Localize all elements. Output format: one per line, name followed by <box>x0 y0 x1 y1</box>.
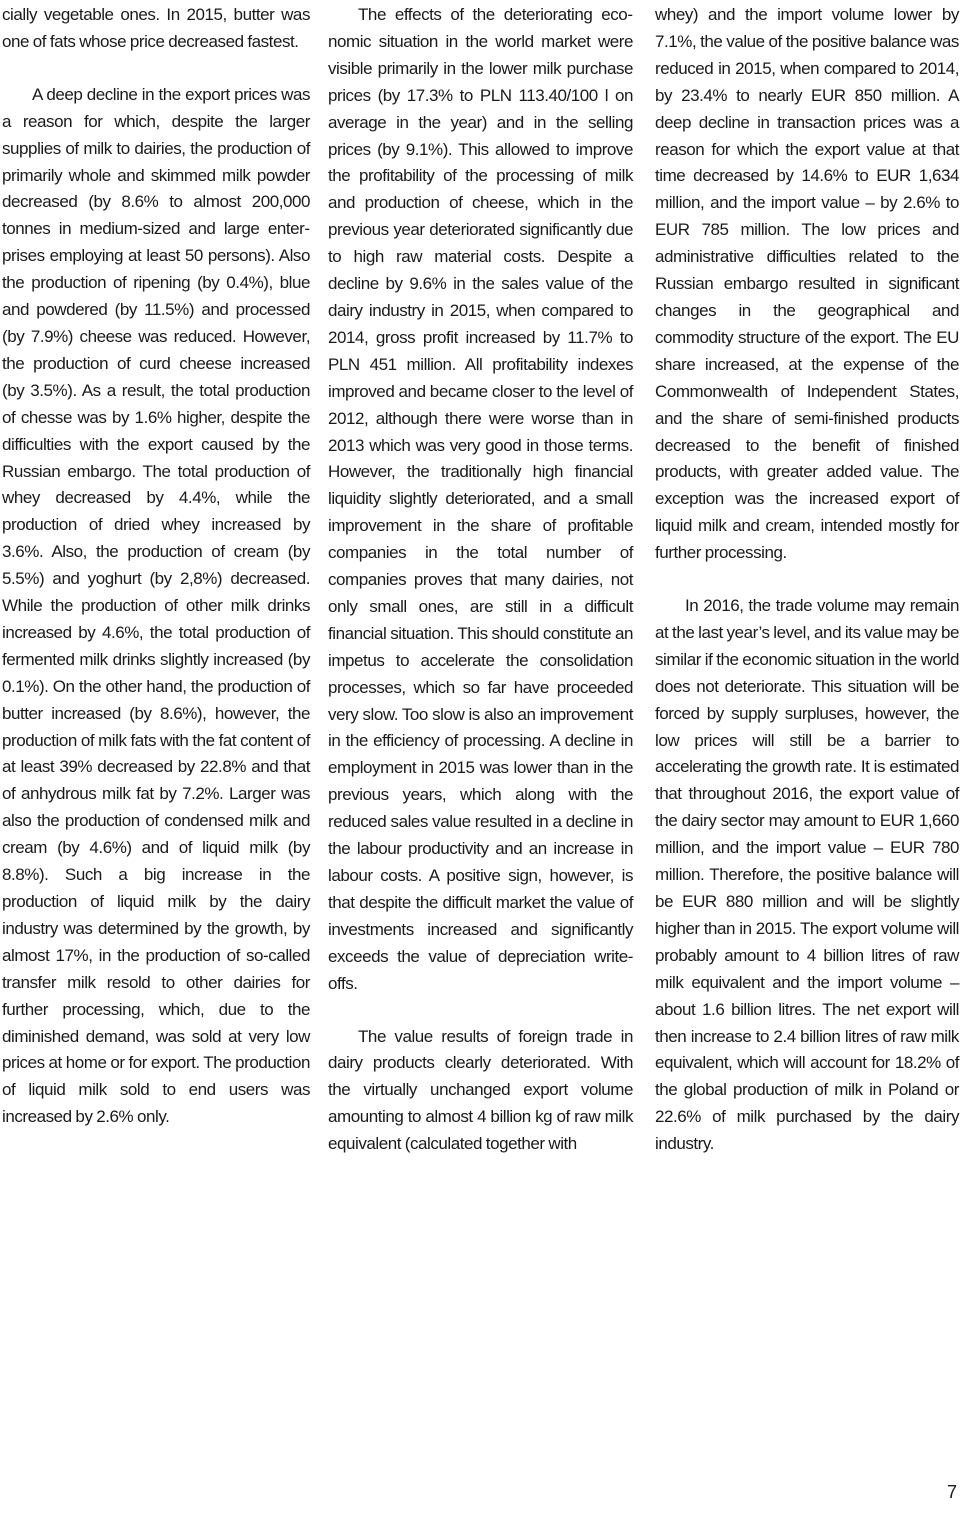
text-column-2 <box>328 2 633 1158</box>
page-number: 7 <box>946 1482 957 1502</box>
paragraph: In 2016, the trade volume may remain at the last year’s level, and its value may be similar if the economic situation in the world does not deteriorate. This situation will be forced by supply surpluses, however, the low prices will still be a barrier to accelerating the growth rate. It is estimated that throughout 2016, the export value of the dairy sector may amount to EUR 1,660 million, and the import value – EUR 780 million. Therefore, the positive balance will be EUR 880 million and will be slightly higher than in 2015. The export volume will probably amount to 4 billion litres of raw milk equivalent and the import volume – about 1.6 billion litres. The net export will then increase to 2.4 billion litres of raw milk equivalent, which will account for 18.2% of the global production of milk in Poland or 22.6% of milk purchased by the dairy industry. <box>655 596 959 1154</box>
text-column-1 <box>2 2 310 1131</box>
paragraph: A deep decline in the export prices was a reason for which, despite the larger supplies of milk to dairies, the production of primarily whole and skimmed milk powder decreased (by 8.6% to almost 200,000 tonnes in medium-sized and large enterprises employing at least 50 persons). Also the production of ripening (by 0.4%), blue and powdered (by 11.5%) and processed (by 7.9%) cheese was reduced. However, the production of curd cheese increased (by 3.5%). As a result, the total production of chesse was by 1.6% higher, despite the difficulties with the export caused by the Russian embargo. The total production of whey decreased by 4.4%, while the production of dried whey increased by 3.6%. Also, the production of cream (by 5.5%) and yoghurt (by 2,8%) decreased. While the production of other milk drinks increased by 4.6%, the total production of fermented milk drinks slightly increased (by 0.1%). On the other hand, the production of butter increased (by 8.6%), however, the production of milk fats with the fat content of at least 39% decreased by 22.8% and that of anhydrous milk fat by 7.2%. Larger was also the production of condensed milk and cream (by 4.6%) and of liquid milk (by 8.8%). Such a big increase in the production of liquid milk by the dairy industry was determined by the growth, by almost 17%, in the production of so-called transfer milk resold to other dairies for further processing, which, due to the diminished demand, was sold at very low prices at home or for export. The production of liquid milk sold to end users was increased by 2.6% only. <box>2 84 310 1127</box>
paragraph: The value results of foreign trade in dairy products clearly deteriorated. With the virtually unchanged export volume amounting to almost 4 billion kg of raw milk equivalent (calculated together with <box>328 1026 633 1154</box>
paragraph: cially vegetable ones. In 2015, butter was one of fats whose price decreased fastest. <box>2 5 310 51</box>
paragraph: The effects of the deteriorating economic situation in the world market were visible primarily in the lower milk purchase prices (by 17.3% to PLN 113.40/100 l on average in the year) and in the selling prices (by 9.1%). This allowed to improve the profitability of the processing of milk and production of cheese, which in the previous year deteriorated significantly due to high raw material costs. Despite a decline by 9.6% in the sales value of the dairy industry in 2015, when compared to 2014, gross profit increased by 11.7% to PLN 451 million. All profitability indexes improved and became closer to the level of 2012, although there were worse than in 2013 which was very good in those terms. However, the traditionally high financial liquidity slightly deteriorated, and a small improvement in the share of profitable companies in the total number of companies proves that many dairies, not only small ones, are still in a difficult financial situation. This should constitute an impetus to accelerate the consolidation processes, which so far have proceeded very slow. Too slow is also an improvement in the efficiency of processing. A decline in employment in 2015 was lower than in the previous years, which along with the reduced sales value resulted in a decline in the labour productivity and an increase in labour costs. A positive sign, however, is that despite the difficult market the value of investments increased and significantly exceeds the value of depreciation write-offs. <box>328 5 633 993</box>
text-column-3 <box>655 2 959 1158</box>
paragraph: whey) and the import volume lower by 7.1%, the value of the positive balance was reduced in 2015, when compared to 2014, by 23.4% to nearly EUR 850 million. A deep decline in transaction prices was a reason for which the export value at that time decreased by 14.6% to EUR 1,634 million, and the import value – by 2.6% to EUR 785 million. The low prices and administrative difficulties related to the Russian embargo resulted in significant changes in the geographical and commodity structure of the export. The EU share increased, at the expense of the Commonwealth of Independent States, and the share of semi-finished products decreased to the benefit of finished products, with greater added value. The exception was the increased export of liquid milk and cream, intended mostly for further processing. <box>655 5 959 563</box>
